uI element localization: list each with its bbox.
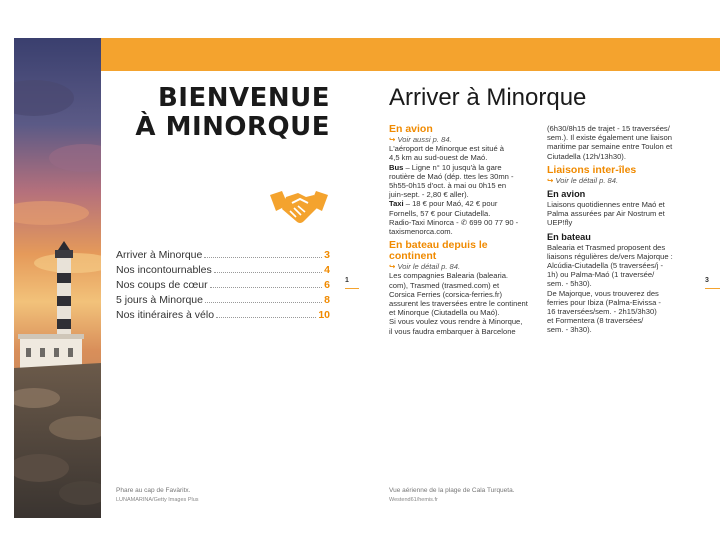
- toc-item-label: Arriver à Minorque: [116, 249, 203, 261]
- toc-item[interactable]: [116, 309, 330, 324]
- welcome-heading: [120, 84, 330, 142]
- text-line: De Majorque, vous trouverez des: [547, 288, 659, 298]
- toc-item-label: Nos incontournables: [116, 264, 212, 276]
- article-column-1: [389, 124, 539, 336]
- caption-credit: Westend61/hemis.fr: [389, 496, 438, 503]
- text-line: sem.). Il existe également une liaison: [547, 133, 672, 143]
- toc-dot-leader: [214, 271, 322, 273]
- text-line: Ciutadella (12h/13h30).: [547, 151, 626, 161]
- text-line: UEP!fly: [547, 218, 573, 228]
- toc-item-page: 6: [324, 279, 330, 291]
- text-line: taxismenorca.com.: [389, 227, 453, 237]
- text-line: et Minorque (Ciutadella ou Maó).: [389, 308, 500, 318]
- arrow-icon: ↪: [389, 262, 396, 272]
- text-line: maritime par semaine entre Toulon et: [547, 142, 673, 152]
- section-heading-inter-iles: Liaisons inter-îles: [547, 163, 637, 176]
- welcome-line-1: BIENVENUE: [157, 83, 330, 113]
- photo-caption-right: [389, 487, 515, 504]
- text-line: Liaisons quotidiennes entre Maó et: [547, 200, 665, 210]
- top-accent-bar-right: [359, 38, 720, 71]
- section-heading-bateau: En bateau depuis le continent: [389, 239, 488, 263]
- toc-dot-leader: [204, 256, 322, 258]
- toc-dot-leader: [216, 316, 316, 318]
- text-line: assurent les traversées entre le continent: [389, 299, 528, 309]
- text-line: ferries pour Ibiza (Palma-Eivissa -: [547, 297, 661, 307]
- text-line: Corsica Ferries (corsica-ferries.fr): [389, 289, 503, 299]
- text-line: L'aéroport de Minorque est situé à: [389, 144, 505, 154]
- caption-credit: LUNAMARINA/Getty Images Plus: [116, 496, 199, 503]
- see-also-link[interactable]: ↪ Voir aussi p. 84.: [389, 135, 452, 144]
- text-line: sem. - 5h30).: [547, 279, 592, 289]
- toc-item[interactable]: [116, 294, 330, 309]
- text-line: Si vous voulez vous rendre à Minorque,: [389, 317, 523, 327]
- top-accent-bar-left: [101, 38, 359, 71]
- text-line: routière de Maó (dép. ttes les 30mn -: [389, 171, 514, 181]
- handshake-icon: [268, 187, 330, 229]
- text-line: Palma assurées par Air Nostrum et: [547, 209, 665, 219]
- toc-dot-leader: [205, 301, 322, 303]
- arrow-icon: ↪: [389, 135, 396, 144]
- text-line: Les compagnies Balearia (balearia.: [389, 271, 509, 281]
- text-line: com), Trasmed (trasmed.com) et: [389, 280, 500, 290]
- toc-item-page: 10: [318, 309, 330, 321]
- see-detail-link[interactable]: ↪ Voir le détail p. 84.: [547, 175, 619, 185]
- toc-item[interactable]: [116, 249, 330, 264]
- caption-text: Vue aérienne de la plage de Cala Turqueta.: [389, 487, 515, 494]
- toc-item-page: 8: [324, 294, 330, 306]
- text-line: Fornells, 57 € pour Ciutadella.: [389, 208, 491, 218]
- toc-item[interactable]: [116, 264, 330, 279]
- subheading-avion: En avion: [547, 189, 586, 200]
- text-line: Taxi – 18 € pour Maó, 42 € pour: [389, 199, 498, 209]
- text-line: 5h55-0h15 d'oct. à mai ou 0h15 en: [389, 181, 507, 191]
- article-column-2: [547, 124, 702, 335]
- text-line: Bus – Ligne n° 10 jusqu'à la gare: [389, 162, 502, 172]
- toc-dot-leader: [210, 286, 323, 288]
- text-line: il vous faudra embarquer à Barcelone: [389, 326, 516, 336]
- page-number-left: 1: [345, 277, 349, 284]
- text-line: Balearia et Trasmed proposent des: [547, 242, 666, 252]
- text-line: juin-sept. - 2,80 € aller).: [389, 190, 469, 200]
- subheading-bateau: En bateau: [547, 231, 591, 242]
- text-line: 1h) ou Palma-Maó (1 traversée/: [547, 270, 655, 280]
- toc-item-label: Nos coups de cœur: [116, 279, 208, 291]
- article-title: Arriver à Minorque: [389, 84, 587, 111]
- toc-item[interactable]: [116, 279, 330, 294]
- photo-caption-left: [116, 487, 199, 504]
- page-number-rule-right: [705, 288, 720, 289]
- see-detail-link[interactable]: ↪ Voir le détail p. 84.: [389, 262, 461, 272]
- text-line: liaisons régulières de/vers Majorque :: [547, 251, 673, 261]
- lighthouse-photo: [14, 38, 101, 518]
- table-of-contents: [116, 249, 330, 324]
- page-number-right: 3: [705, 277, 709, 284]
- arrow-icon: ↪: [547, 175, 554, 185]
- toc-item-page: 3: [324, 249, 330, 261]
- text-line: 16 traversées/sem. - 2h15/3h30): [547, 307, 657, 317]
- toc-item-label: Nos itinéraires à vélo: [116, 309, 215, 321]
- text-line: et Formentera (8 traversées/: [547, 316, 644, 326]
- text-line: (6h30/8h15 de trajet - 15 traversées/: [547, 124, 670, 133]
- text-line: sem. - 3h30).: [547, 325, 592, 335]
- caption-text: Phare au cap de Favàritx.: [116, 487, 191, 494]
- welcome-line-2: À MINORQUE: [135, 112, 330, 142]
- toc-item-label: 5 jours à Minorque: [116, 294, 203, 306]
- text-line: Radio-Taxi Minorca - ✆ 699 00 77 90 -: [389, 217, 519, 227]
- text-line: 4,5 km au sud-ouest de Maó.: [389, 153, 488, 163]
- text-line: Alcúdia-Ciutadella (5 traversées/j -: [547, 261, 664, 271]
- section-heading-avion: En avion: [389, 123, 433, 135]
- page-number-rule-left: [345, 288, 359, 289]
- toc-item-page: 4: [324, 264, 330, 276]
